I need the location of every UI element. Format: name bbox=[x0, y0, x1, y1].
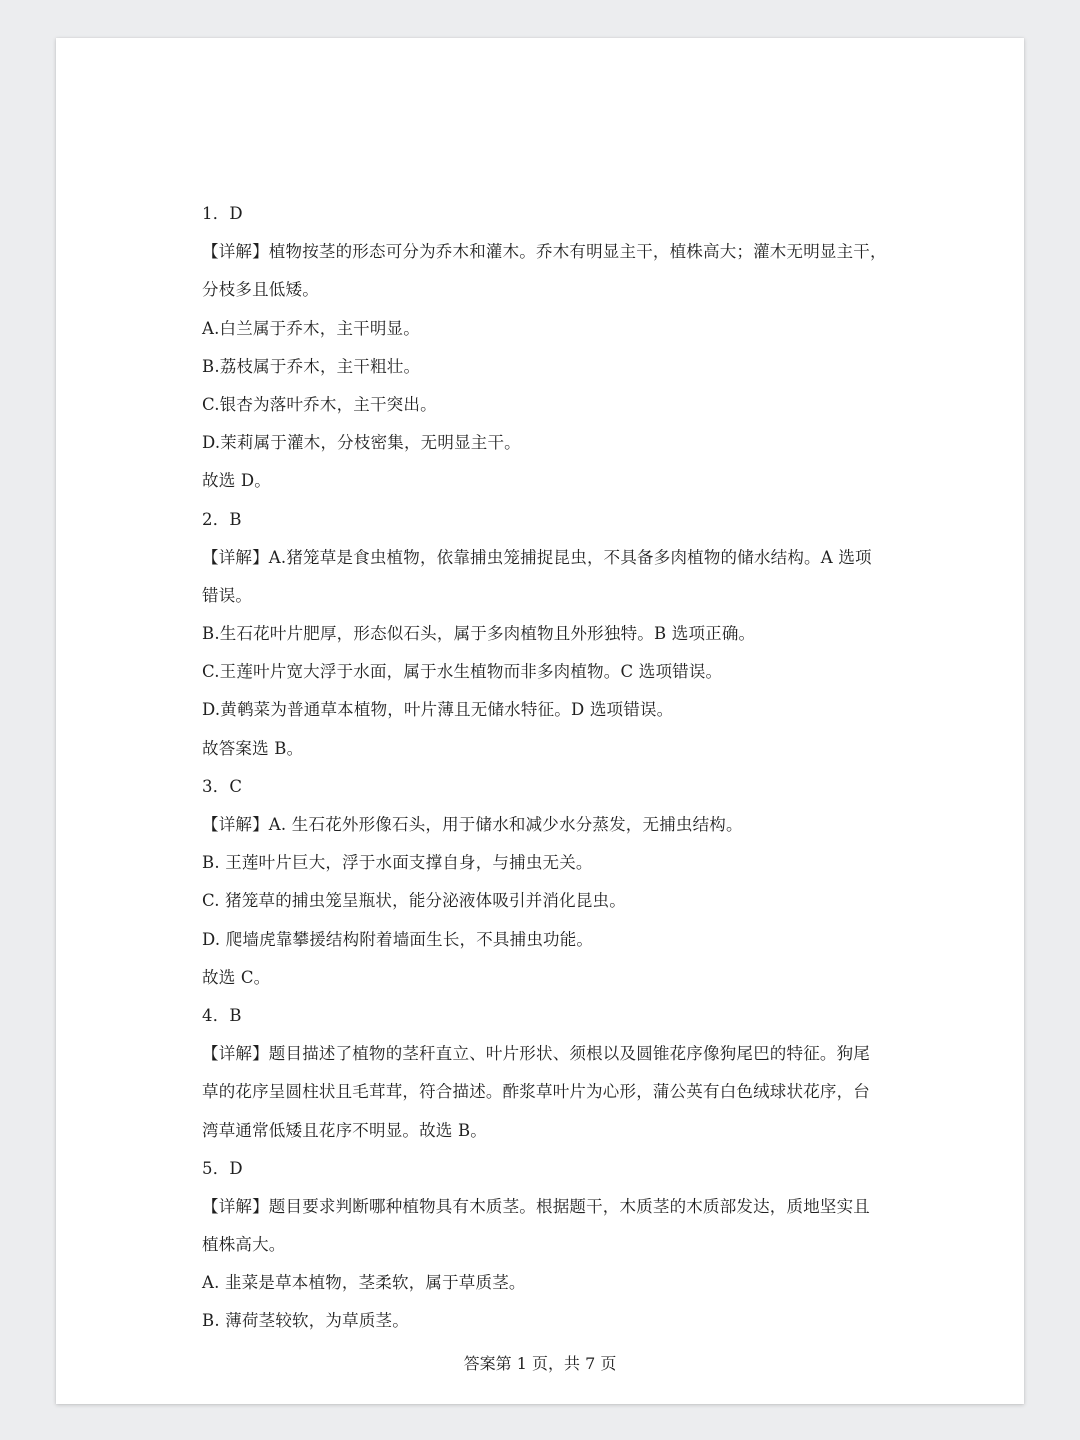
explanation-line: 【详解】题目要求判断哪种植物具有木质茎。根据题干，木质茎的木质部发达，质地坚实且 bbox=[202, 1196, 870, 1216]
option-line: B.荔枝属于乔木，主干粗壮。 bbox=[202, 356, 421, 376]
option-line: B. 薄荷茎较软，为草质茎。 bbox=[202, 1311, 409, 1331]
explanation-line: 湾草通常低矮且花序不明显。故选 B。 bbox=[202, 1120, 487, 1140]
answer-number: 2．B bbox=[202, 509, 242, 529]
explanation-line: 【详解】A. 生石花外形像石头，用于储水和减少水分蒸发，无捕虫结构。 bbox=[202, 815, 743, 834]
option-line: A. 韭菜是草本植物，茎柔软，属于草质茎。 bbox=[202, 1273, 526, 1293]
explanation-line: 分枝多且低矮。 bbox=[202, 280, 319, 300]
answer-number: 4．B bbox=[202, 1005, 242, 1025]
answer-number: 3．C bbox=[202, 776, 243, 796]
explanation-line: 【详解】植物按茎的形态可分为乔木和灌木。乔木有明显主干，植株高大；灌木无明显主干， bbox=[202, 242, 887, 262]
option-line: D.黄鹌菜为普通草本植物，叶片薄且无储水特征。D 选项错误。 bbox=[202, 700, 674, 720]
option-line: B.生石花叶片肥厚，形态似石头，属于多肉植物且外形独特。B 选项正确。 bbox=[202, 624, 756, 644]
option-line: C. 猪笼草的捕虫笼呈瓶状，能分泌液体吸引并消化昆虫。 bbox=[202, 891, 626, 911]
conclusion-line: 故选 C。 bbox=[202, 967, 271, 987]
explanation-line: 草的花序呈圆柱状且毛茸茸，符合描述。酢浆草叶片为心形，蒲公英有白色绒球状花序，台 bbox=[202, 1082, 870, 1102]
option-line: A.白兰属于乔木，主干明显。 bbox=[202, 318, 420, 338]
option-line: B. 王莲叶片巨大，浮于水面支撑自身，与捕虫无关。 bbox=[202, 853, 593, 873]
explanation-line: 错误。 bbox=[202, 585, 253, 605]
explanation-line: 【详解】A.猪笼草是食虫植物，依靠捕虫笼捕捉昆虫，不具备多肉植物的储水结构。A 选项 bbox=[202, 547, 872, 567]
document-page bbox=[56, 38, 1024, 1404]
conclusion-line: 故答案选 B。 bbox=[202, 738, 304, 758]
explanation-line: 【详解】题目描述了植物的茎秆直立、叶片形状、须根以及圆锥花序像狗尾巴的特征。狗尾 bbox=[202, 1044, 870, 1064]
option-line: D. 爬墙虎靠攀援结构附着墙面生长，不具捕虫功能。 bbox=[202, 929, 594, 949]
option-line: C.银杏为落叶乔木，主干突出。 bbox=[202, 394, 437, 414]
answer-content bbox=[202, 195, 887, 1341]
answer-number: 5．D bbox=[202, 1158, 243, 1178]
option-line: D.茉莉属于灌木，分枝密集，无明显主干。 bbox=[202, 433, 521, 453]
explanation-line: 植株高大。 bbox=[202, 1235, 286, 1255]
answer-number: 1．D bbox=[202, 204, 243, 223]
option-line: C.王莲叶片宽大浮于水面，属于水生植物而非多肉植物。C 选项错误。 bbox=[202, 662, 723, 682]
conclusion-line: 故选 D。 bbox=[202, 471, 271, 491]
page-footer: 答案第 1 页，共 7 页 bbox=[463, 1354, 617, 1373]
